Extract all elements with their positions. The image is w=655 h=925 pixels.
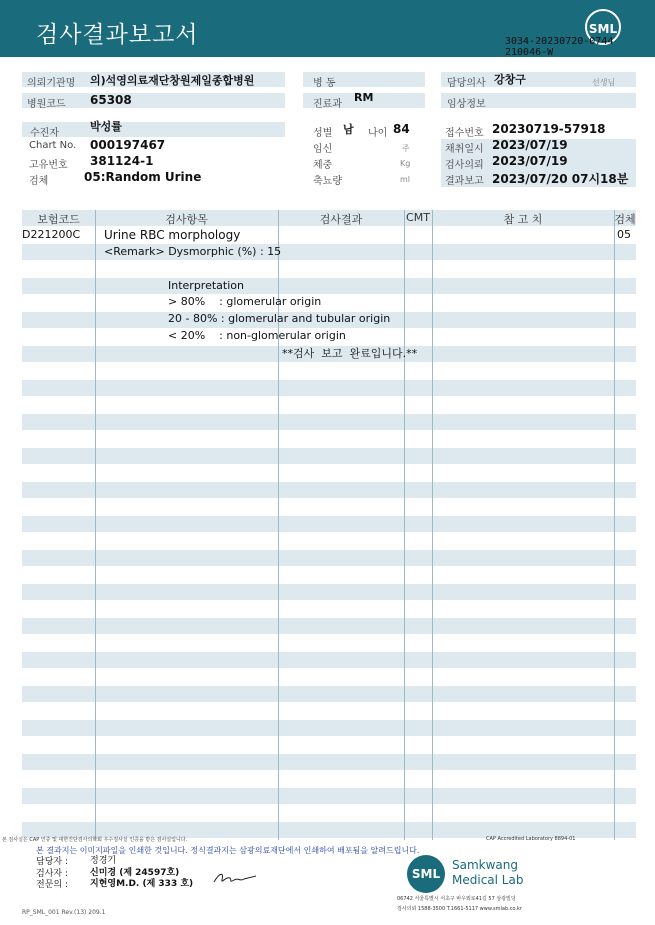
table-row-stripe [22, 754, 636, 770]
table-row-stripe [22, 414, 636, 430]
lab-address: 06742 서울특별시 서초구 바우뫼로41길 57 삼광빌딩 [397, 896, 516, 902]
urine-volume-label: 축뇨량 [313, 176, 342, 187]
table-row-stripe [22, 550, 636, 566]
weight-label: 체중 [313, 160, 333, 171]
table-row-stripe [22, 448, 636, 464]
institution-label: 의뢰기관명 [27, 78, 76, 89]
staff-label: 담당자 : [36, 857, 68, 867]
interpretation-title: Interpretation [168, 279, 244, 292]
ward-label: 병 동 [313, 78, 336, 89]
patient-value: 박성률 [90, 120, 122, 133]
receipt-no-value: 20230719-57918 [492, 122, 606, 136]
doctor-suffix: 선생님 [592, 78, 616, 87]
table-row-stripe [22, 788, 636, 804]
sex-value: 남 [343, 123, 354, 136]
lab-name-line1: Samkwang [452, 858, 518, 872]
column-header-test-item: 검사항목 [165, 213, 208, 226]
collection-date-label: 채취일시 [445, 144, 484, 155]
age-label: 나이 [368, 128, 388, 139]
interpretation-line: 20 - 80% : glomerular and tubular origin [168, 312, 391, 325]
hospital-code-label: 병원코드 [27, 99, 66, 110]
unique-no-value: 381124-1 [90, 154, 154, 168]
request-date-label: 검사의뢰 [445, 160, 484, 171]
report-date-value: 2023/07/20 07시18분 [492, 172, 629, 186]
pregnancy-label: 임신 [313, 144, 333, 155]
column-header-result: 검사결과 [319, 213, 363, 226]
form-code: RP_SML_001 Rev.(13) 209.1 [22, 909, 106, 916]
specimen-code: 05 [617, 228, 631, 241]
chart-no-label: Chart No. [29, 140, 77, 151]
sml-footer-logo: SML [407, 855, 445, 893]
hospital-code-value: 65308 [90, 93, 132, 107]
unique-no-label: 고유번호 [29, 160, 68, 171]
column-divider [432, 210, 433, 840]
sex-label: 성별 [313, 128, 333, 139]
table-row-stripe [22, 652, 636, 668]
table-row-stripe [22, 278, 636, 294]
patient-label: 수진자 [30, 128, 59, 139]
interpretation-line: > 80% : glomerular origin [168, 295, 322, 308]
table-row-stripe [22, 584, 636, 600]
request-date-value: 2023/07/19 [492, 154, 568, 168]
specimen-label: 검체 [29, 176, 49, 187]
staff-label: 검사자 : [36, 869, 68, 879]
insurance-code: D221200C [22, 228, 81, 241]
patient-bar [22, 122, 285, 137]
sml-logo: SML [585, 9, 621, 45]
doctor-value: 강창구 [494, 73, 526, 86]
report-title: 검사결과보고서 [36, 22, 199, 48]
interpretation-line: < 20% : non-glomerular origin [168, 329, 346, 342]
column-header-reference: 참 고 치 [503, 213, 543, 226]
test-name: Urine RBC morphology [104, 228, 241, 242]
department-label: 진료과 [313, 99, 342, 110]
staff-label: 전문의 : [36, 880, 68, 890]
report-date-label: 결과보고 [445, 176, 484, 187]
chart-no-value: 000197467 [90, 138, 166, 152]
printout-notice: 본 결과지는 이미지파일을 인쇄한 것입니다. 정식결과지는 삼광의료재단에서 인쇄하여 배포됨을 알려드립니다. [36, 846, 420, 855]
table-row-stripe [22, 516, 636, 532]
doctor-label: 담당의사 [447, 78, 486, 89]
table-row-stripe [22, 720, 636, 736]
weight-unit: Kg [400, 159, 411, 168]
cap-accreditation: CAP Accredited Laboratory 8894-01 [486, 836, 576, 842]
age-value: 84 [393, 122, 410, 136]
reference-line-1: 3034-20230720-0744 [505, 36, 614, 47]
department-value: RM [354, 91, 374, 104]
column-divider [404, 210, 405, 840]
column-header-cmt: CMT [406, 211, 430, 224]
pregnancy-unit: 주 [402, 144, 410, 153]
accreditation-note: 본 검사실은 CAP 인증 및 대한진단검사의학회 우수검사실 인증을 받은 검사실입니다. [2, 837, 188, 843]
collection-date-value: 2023/07/19 [492, 138, 568, 152]
institution-value: 의)석영의료재단창원제일종합병원 [90, 74, 255, 87]
report-complete-message: **검사 보고 완료입니다.** [282, 347, 418, 360]
urine-volume-unit: ml [400, 175, 411, 184]
staff-value: 신미경 (제 24597호) [90, 868, 180, 878]
signature-image [212, 868, 258, 886]
receipt-no-label: 접수번호 [445, 128, 484, 139]
lab-name-line2: Medical Lab [452, 873, 524, 887]
staff-value: 지현영M.D. (제 333 호) [90, 879, 194, 889]
table-row-stripe [22, 686, 636, 702]
specimen-value: 05:Random Urine [84, 170, 202, 184]
table-row-stripe [22, 482, 636, 498]
reference-number [505, 36, 613, 58]
staff-value: 정경기 [90, 856, 117, 866]
column-divider [95, 210, 96, 840]
table-row-stripe [22, 618, 636, 634]
column-divider [614, 210, 615, 840]
remark-line: <Remark> Dysmorphic (%) : 15 [104, 245, 282, 258]
reference-line-2: 210046-W [505, 47, 554, 58]
table-row-stripe [22, 380, 636, 396]
lab-contact: 검사의뢰 1588-3500 T.1661-5117 www.smlab.co.kr [397, 906, 522, 912]
clinical-info-label: 임상정보 [447, 99, 486, 110]
column-header-insurance-code: 보험코드 [37, 213, 80, 226]
column-header-specimen: 검체 [614, 213, 636, 226]
